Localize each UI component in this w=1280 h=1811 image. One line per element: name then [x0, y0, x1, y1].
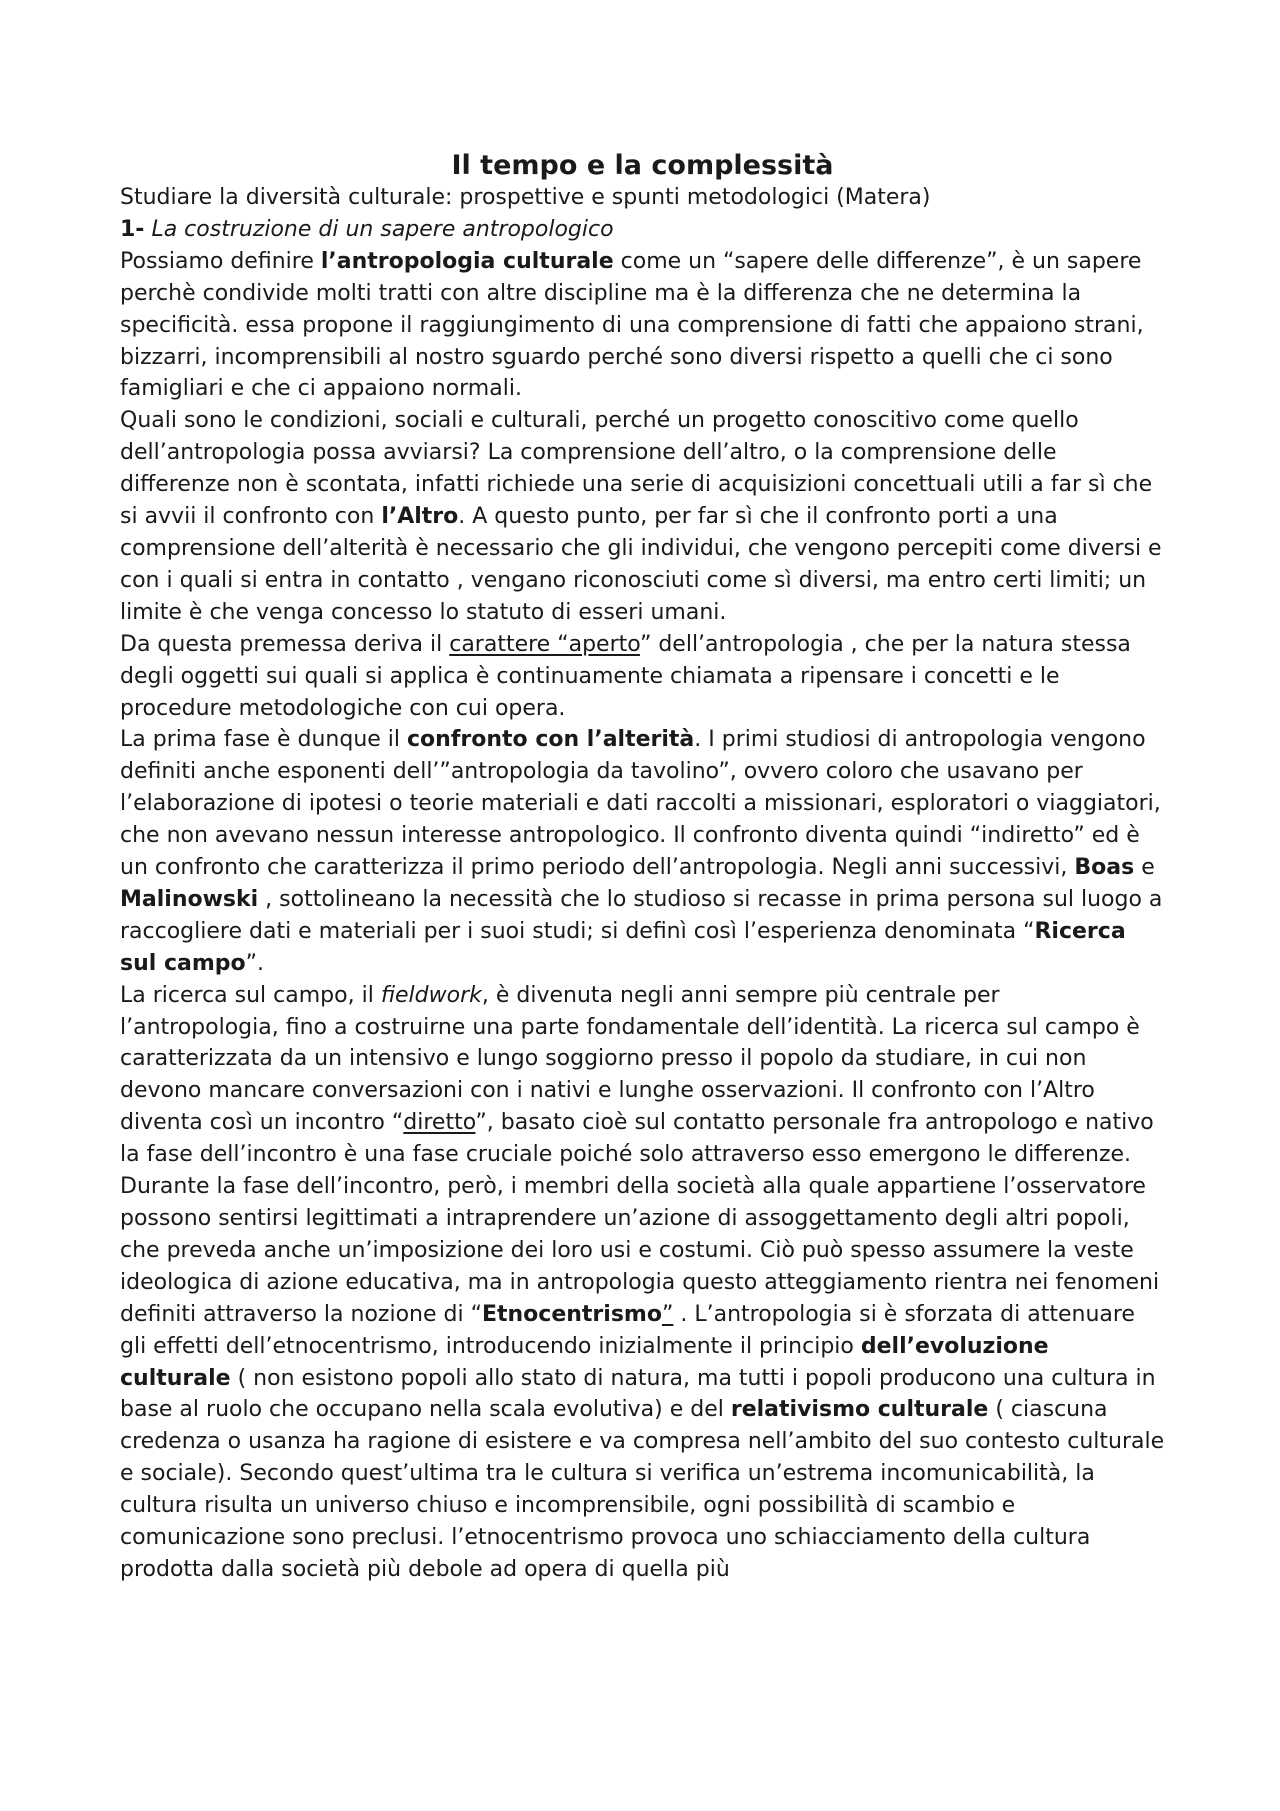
text-run: , è divenuta negli anni sempre più centrale per l’antropologia, fino a costruirne una parte fondamentale dell’identità. La ricerca sul campo è caratterizzata da un intensivo e lungo soggiorno presso il popolo da studiare, in cui non devono mancare conversazioni con i nativi e lunghe osservazioni. Il confronto con l’Altro diventa così un incontro “ [120, 982, 1140, 1136]
bold-term: l’Altro [381, 504, 459, 530]
underlined-term: diretto [403, 1110, 476, 1136]
section-title: La costruzione di un sapere antropologico [144, 216, 614, 242]
bold-term: Ricerca sul campo [120, 918, 1126, 976]
bold-term: confronto con l’alterità [407, 727, 695, 753]
section-number: 1- [120, 216, 145, 242]
bold-term: relativismo culturale [730, 1397, 989, 1423]
bold-term: Boas [1074, 855, 1135, 881]
section-heading [120, 214, 1165, 246]
text-run: , sottolineano la necessità che lo studioso si recasse in prima persona sul luogo a raccogliere dati e materiali per i suoi studi; si definì così l’esperienza denominata “ [120, 886, 1163, 944]
underlined-term: ” [661, 1301, 674, 1327]
text-run: Possiamo definire [120, 248, 321, 274]
text-run: ”. [245, 950, 265, 976]
text-run: come un “sapere delle differenze”, è un sapere perchè condivide molti tratti con altre discipline ma è la differenza che ne determina la specificità. essa propone il raggiungimento di una comprensione di fatti che appaiono strani, bizzarri, incomprensibili al nostro sguardo perché sono diversi rispetto a quelli che ci sono famigliari e che ci appaiono normali. [120, 248, 1144, 402]
bold-term: l’antropologia culturale [320, 248, 614, 274]
paragraph-2 [120, 405, 1165, 628]
document-subtitle: Studiare la diversità culturale: prospettive e spunti metodologici (Matera) [120, 185, 931, 210]
italic-term: fieldwork [380, 982, 482, 1008]
text-run: La ricerca sul campo, il [120, 982, 381, 1008]
text-run: ( ciascuna credenza o usanza ha ragione di esistere e va compresa nell’ambito del suo contesto culturale e sociale). Secondo quest’ultima tra le cultura si verifica un’estrema incomunicabilità, la cultura risulta un universo chiuso e incomprensibile, ogni possibilità di scambio e comunicazione sono preclusi. l’etnocentrismo provoca uno schiacciamento della cultura prodotta dalla società più debole ad opera di quella più [120, 1397, 1165, 1582]
text-run: . I primi studiosi di antropologia vengono definiti anche esponenti dell’”antropologia da tavolino”, ovvero coloro che usavano per l’elaborazione di ipotesi o teorie materiali e dati raccolti a missionari, esploratori o viaggiatori, che non avevano nessun interesse antropologico. Il confronto diventa quindi “indiretto” ed è un confronto che caratterizza il primo periodo dell’antropologia. Negli anni successivi, [120, 727, 1161, 881]
bold-term: Etnocentrismo [481, 1301, 662, 1327]
text-run: . A questo punto, per far sì che il confronto porti a una comprensione dell’alterità è necessario che gli individui, che vengono percepiti come diversi e con i quali si entra in contatto , vengano riconosciuti come sì diversi, ma entro certi limiti; un limite è che venga concesso lo statuto di esseri umani. [120, 504, 1162, 625]
paragraph-3 [120, 629, 1165, 725]
document-page [120, 148, 1165, 1586]
text-run: Durante la fase dell’incontro, però, i membri della società alla quale appartiene l’osservatore possono sentirsi legittimati a intraprendere un’azione di assoggettamento degli altri popoli, che preveda anche un’imposizione dei loro usi e costumi. Ciò può spesso assumere la veste ideologica di azione educativa, ma in antropologia questo atteggiamento rientra nei fenomeni definiti attraverso la nozione di “ [120, 1174, 1160, 1327]
paragraph-6 [120, 1171, 1165, 1586]
paragraph-5 [120, 980, 1165, 1171]
text-run: e [1134, 855, 1155, 881]
paragraph-1 [120, 246, 1165, 406]
underlined-term: carattere “aperto [449, 631, 640, 657]
paragraph-4 [120, 724, 1165, 979]
text-run: ” dell’antropologia , che per la natura stessa degli oggetti sui quali si applica è continuamente chiamata a ripensare i concetti e le procedure metodologiche con cui opera. [120, 631, 1131, 721]
text-run: La prima fase è dunque il [120, 727, 408, 753]
bold-term: dell’evoluzione culturale [120, 1333, 1049, 1391]
text-run: ”, basato cioè sul contatto personale fra antropologo e nativo la fase dell’incontro è una fase cruciale poiché solo attraverso esso emergono le differenze. [120, 1110, 1154, 1168]
text-run: Da questa premessa deriva il [120, 631, 450, 657]
text-run: ( non esistono popoli allo stato di natura, ma tutti i popoli producono una cultura in base al ruolo che occupano nella scala evolutiva) e del [120, 1365, 1156, 1423]
text-run: . L’antropologia si è sforzata di attenuare gli effetti dell’etnocentrismo, introducendo inizialmente il principio [120, 1301, 1135, 1359]
text-run: Quali sono le condizioni, sociali e culturali, perché un progetto conoscitivo come quello dell’antropologia possa avviarsi? La comprensione dell’altro, o la comprensione delle differenze non è scontata, infatti richiede una serie di acquisizioni concettuali utili a far sì che si avvii il confronto con [120, 408, 1153, 530]
document-title: Il tempo e la complessità [451, 150, 834, 181]
bold-term: Malinowski [120, 886, 259, 912]
